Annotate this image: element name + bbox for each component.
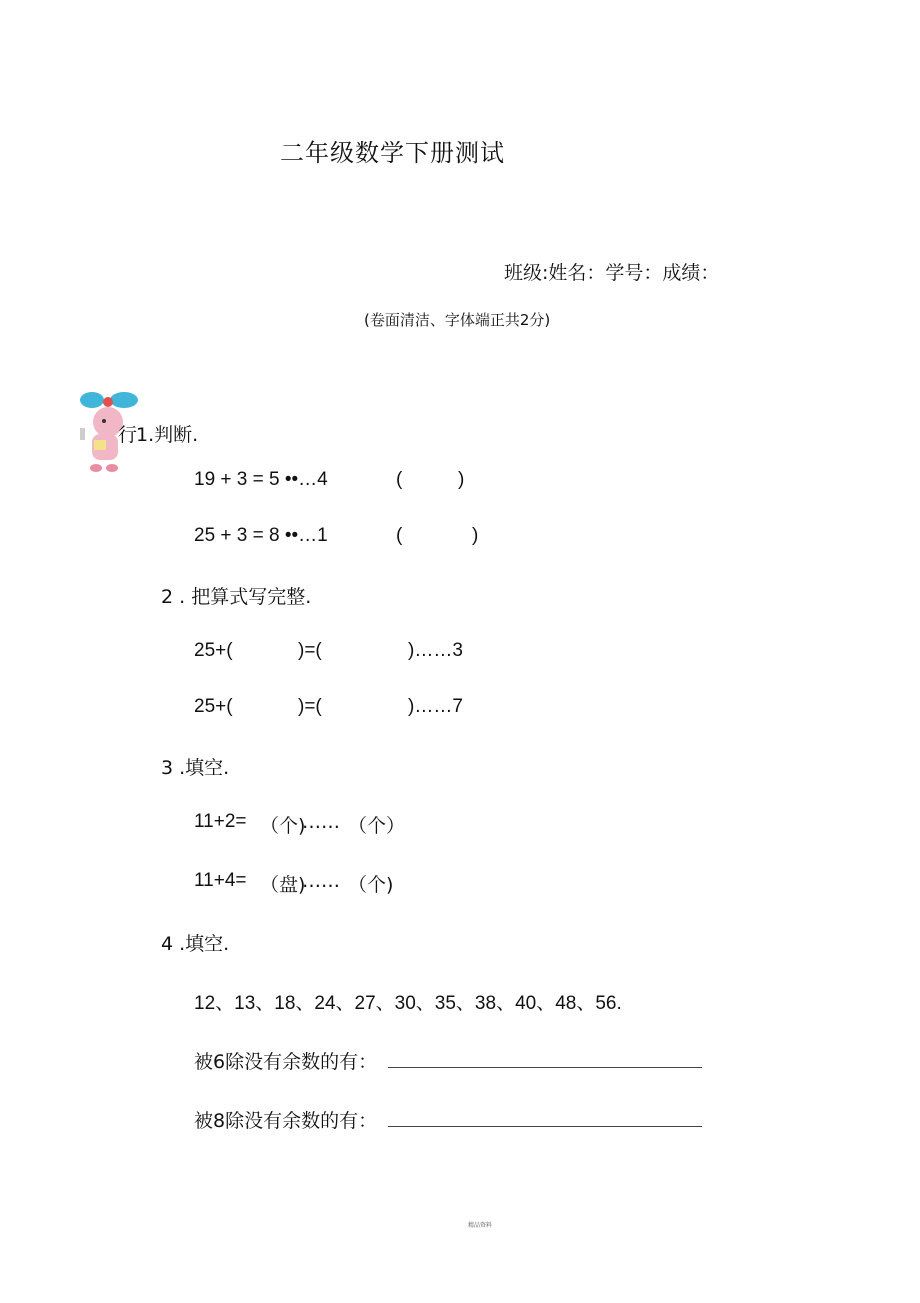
complete-eq-2-part-a: 25+( xyxy=(194,696,233,717)
fill-eq-1-dots: …… xyxy=(302,811,340,833)
fill-eq-1-unit2: （个） xyxy=(348,815,406,837)
complete-eq-1-part-b: )=( xyxy=(298,640,322,661)
section1-heading: 1.判断. xyxy=(136,424,199,446)
footer-text: 精品资料 xyxy=(468,1222,493,1229)
complete-eq-1-part-a: 25+( xyxy=(194,640,233,661)
page-title: 二年级数学下册测试 xyxy=(280,139,505,167)
section4-heading: 4 .填空. xyxy=(161,933,230,955)
judge-expression-1: 19 + 3 = 5 ••…4 xyxy=(194,469,328,490)
judge-expression-2: 25 + 3 = 8 ••…1 xyxy=(194,525,328,546)
section1-prefix: 行 xyxy=(118,424,138,446)
section3-heading: 3 .填空. xyxy=(161,757,230,779)
complete-eq-2-part-c: )……7 xyxy=(408,696,463,717)
student-info-line: 班级:姓名：学号：成绩： xyxy=(504,262,720,284)
fill-eq-2-dots: …… xyxy=(302,870,340,892)
divisible-by-8-label: 被8除没有余数的有： xyxy=(194,1110,378,1132)
complete-eq-1-part-c: )……3 xyxy=(408,640,463,661)
fill-eq-2-unit2: （个) xyxy=(348,874,394,896)
judge-answer-open-1: ( xyxy=(396,469,403,490)
judge-answer-close-1: ) xyxy=(458,469,465,490)
complete-eq-2-part-b: )=( xyxy=(298,696,322,717)
judge-answer-close-2: ) xyxy=(472,525,479,546)
fill-eq-1-expr: 11+2= xyxy=(194,811,247,832)
fill-eq-1-unit1: （个) xyxy=(260,815,306,837)
fill-eq-2-unit1: （盘) xyxy=(260,874,306,896)
neatness-note: (卷面清洁、字体端正共2分) xyxy=(364,311,551,329)
judge-answer-open-2: ( xyxy=(396,525,403,546)
divisible-by-6-answer-line[interactable] xyxy=(388,1067,702,1068)
number-list: 12、13、18、24、27、30、35、38、40、48、56. xyxy=(194,993,622,1014)
divisible-by-8-answer-line[interactable] xyxy=(388,1126,702,1127)
fill-eq-2-expr: 11+4= xyxy=(194,870,247,891)
divisible-by-6-label: 被6除没有余数的有： xyxy=(194,1051,378,1073)
section2-heading: 2 . 把算式写完整. xyxy=(161,586,312,608)
